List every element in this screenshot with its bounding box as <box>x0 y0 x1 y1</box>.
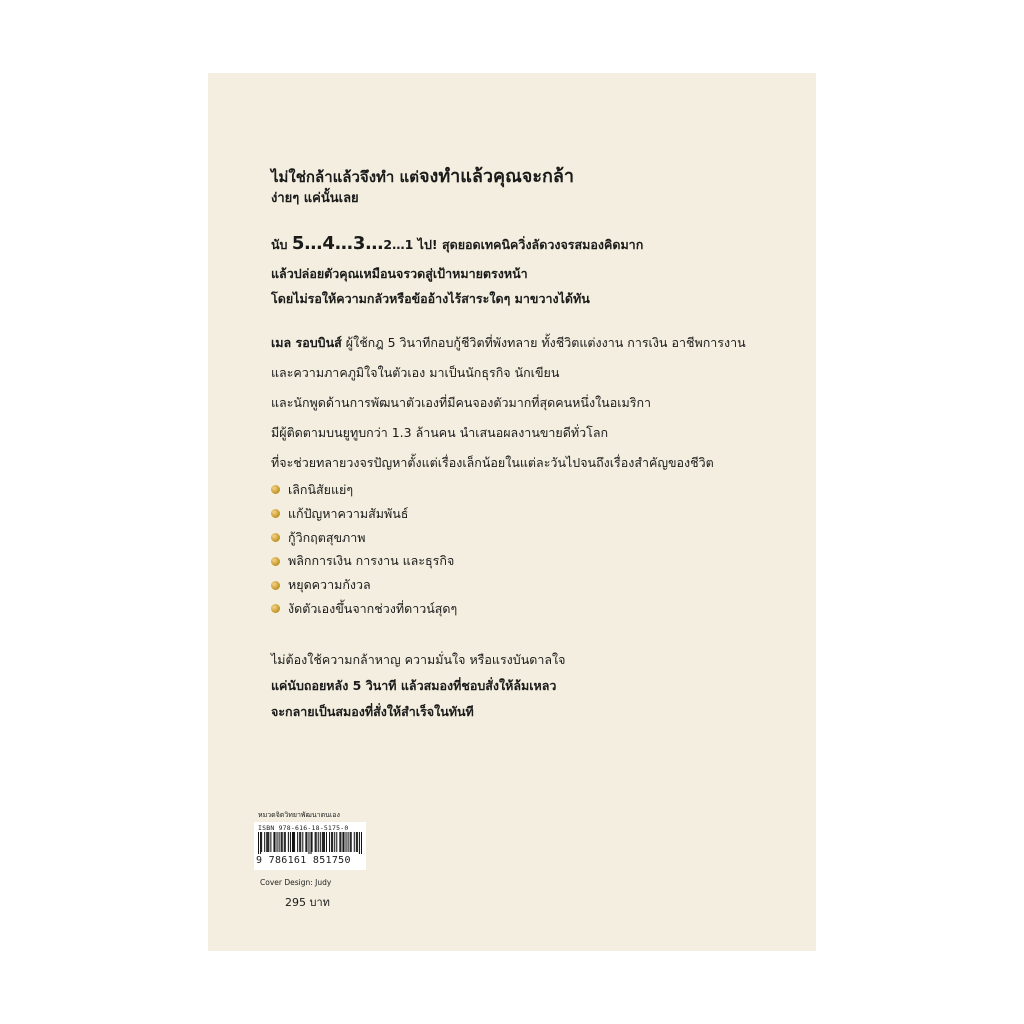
barcode-bar <box>288 832 289 852</box>
list-item: เลิกนิสัยแย่ๆ <box>271 478 457 502</box>
barcode-bar <box>261 832 262 852</box>
author-bio-line-2: และความภาคภูมิใจในตัวเอง มาเป็นนักธุรกิจ นักเขียน <box>271 365 560 380</box>
gold-bullet-icon <box>271 509 280 518</box>
barcode-bar <box>290 832 291 852</box>
gold-bullet-icon <box>271 557 280 566</box>
barcode-bar <box>336 832 337 852</box>
barcode-bar <box>277 832 278 852</box>
barcode-bar <box>356 832 357 852</box>
gold-bullet-icon <box>271 485 280 494</box>
closing-line-3: จะกลายเป็นสมองที่สั่งให้สำเร็จในทันที <box>271 704 474 719</box>
barcode-bar <box>324 832 325 852</box>
barcode-bar <box>339 832 340 852</box>
barcode-bar <box>318 832 319 852</box>
barcode <box>254 822 366 870</box>
barcode-bar <box>312 832 313 852</box>
list-item: แก้ปัญหาความสัมพันธ์ <box>271 502 457 526</box>
list-item: พลิกการเงิน การงาน และธุรกิจ <box>271 549 457 573</box>
barcode-bar <box>264 832 265 852</box>
barcode-bar <box>315 832 316 852</box>
barcode-bar <box>282 832 283 852</box>
barcode-bar <box>334 832 335 852</box>
barcode-bar <box>273 832 274 852</box>
barcode-bar <box>320 832 321 852</box>
barcode-bar <box>351 832 352 852</box>
barcode-bar <box>332 832 333 852</box>
closing-statement <box>271 647 565 725</box>
barcode-bar <box>297 832 298 852</box>
barcode-bars <box>258 832 362 854</box>
gold-bullet-icon <box>271 533 280 542</box>
barcode-bar <box>284 832 285 852</box>
method-count-big: 5…4…3… <box>291 233 384 254</box>
barcode-bar <box>342 832 343 852</box>
barcode-bar <box>357 832 358 852</box>
barcode-bar <box>294 832 295 852</box>
barcode-bar <box>305 832 306 852</box>
barcode-bar <box>359 832 360 854</box>
benefit-list <box>271 478 457 621</box>
author-name: เมล รอบบินส์ <box>271 335 342 350</box>
gold-bullet-icon <box>271 581 280 590</box>
barcode-bar <box>343 832 344 852</box>
barcode-bar <box>329 832 330 852</box>
closing-line-1: ไม่ต้องใช้ความกล้าหาญ ความมั่นใจ หรือแรงบันดาลใจ <box>271 652 566 667</box>
barcode-bar <box>346 832 347 852</box>
barcode-bar <box>267 832 268 852</box>
barcode-bar <box>322 832 323 852</box>
author-bio-line-1-rest: ผู้ใช้กฎ 5 วินาทีกอบกู้ชีวิตที่พังทลาย ทั้งชีวิตแต่งงาน การเงิน อาชีพการงาน <box>341 335 746 350</box>
barcode-bar <box>300 832 301 852</box>
list-item: งัดตัวเองขึ้นจากช่วงที่ดาวน์สุดๆ <box>271 597 457 621</box>
barcode-bar <box>279 832 280 852</box>
barcode-bar <box>266 832 267 852</box>
method-count-small: 2…1 ไป! <box>383 237 438 252</box>
barcode-bar <box>285 832 286 852</box>
headline-subline: ง่ายๆ แค่นั้นเลย <box>271 191 359 206</box>
barcode-bar <box>258 832 259 854</box>
method-line-1 <box>271 233 643 255</box>
headline-part1: ไม่ใช่กล้าแล้วจึงทำ แต่ <box>271 168 419 186</box>
barcode-bar <box>302 832 303 852</box>
book-back-cover <box>208 73 816 951</box>
barcode-bar <box>270 832 271 852</box>
author-bio-line-5: ที่จะช่วยทลายวงจรปัญหาตั้งแต่เรื่องเล็กน้อยในแต่ละวันไปจนถึงเรื่องสำคัญของชีวิต <box>271 455 714 470</box>
cover-design-credit: Cover Design: Judy <box>260 878 332 887</box>
list-item: หยุดความกังวล <box>271 573 457 597</box>
method-line-2: แล้วปล่อยตัวคุณเหมือนจรวดสู่เป้าหมายตรงหน้า <box>271 266 528 281</box>
headline-part2: จงทำแล้วคุณจะกล้า <box>418 166 575 187</box>
barcode-bar <box>311 832 312 854</box>
barcode-bar <box>354 832 355 852</box>
barcode-bar <box>299 832 300 852</box>
method-rest: สุดยอดเทคนิควิ่งลัดวงจรสมองคิดมาก <box>437 237 644 252</box>
author-bio <box>271 328 746 478</box>
barcode-bar <box>292 832 293 852</box>
barcode-bar <box>274 832 275 852</box>
list-item: กู้วิกฤตสุขภาพ <box>271 526 457 550</box>
barcode-digits: 9 786161 851750 <box>256 855 351 866</box>
barcode-bar <box>308 832 309 854</box>
author-bio-line-1 <box>271 328 746 358</box>
price: 295 บาท <box>285 896 330 909</box>
barcode-bar <box>306 832 307 852</box>
barcode-bar <box>323 832 324 852</box>
method-line-3: โดยไม่รอให้ความกลัวหรือข้ออ้างไร้สาระใดๆ มาขวางได้ทัน <box>271 291 590 306</box>
barcode-bar <box>361 832 362 854</box>
isbn-text: ISBN 978-616-18-5175-0 <box>258 824 349 832</box>
barcode-bar <box>260 832 261 854</box>
barcode-bar <box>293 832 294 852</box>
barcode-bar <box>348 832 349 852</box>
barcode-bar <box>340 832 341 852</box>
barcode-bar <box>268 832 269 852</box>
barcode-bar <box>316 832 317 852</box>
barcode-bar <box>281 832 282 852</box>
method-prefix: นับ <box>271 237 292 252</box>
closing-line-2: แค่นับถอยหลัง 5 วินาที แล้วสมองที่ชอบสั่งให้ล้มเหลว <box>271 678 557 693</box>
book-category: หมวดจิตวิทยาพัฒนาตนเอง <box>258 811 340 819</box>
barcode-bar <box>326 832 327 852</box>
author-bio-line-4: มีผู้ติดตามบนยูทูบกว่า 1.3 ล้านคน นำเสนอผลงานขายดีทั่วโลก <box>271 425 609 440</box>
headline <box>271 161 574 190</box>
author-bio-line-3: และนักพูดด้านการพัฒนาตัวเองที่มีคนจองตัวมากที่สุดคนหนึ่งในอเมริกา <box>271 395 652 410</box>
barcode-bar <box>350 832 351 852</box>
barcode-bar <box>331 832 332 852</box>
gold-bullet-icon <box>271 604 280 613</box>
